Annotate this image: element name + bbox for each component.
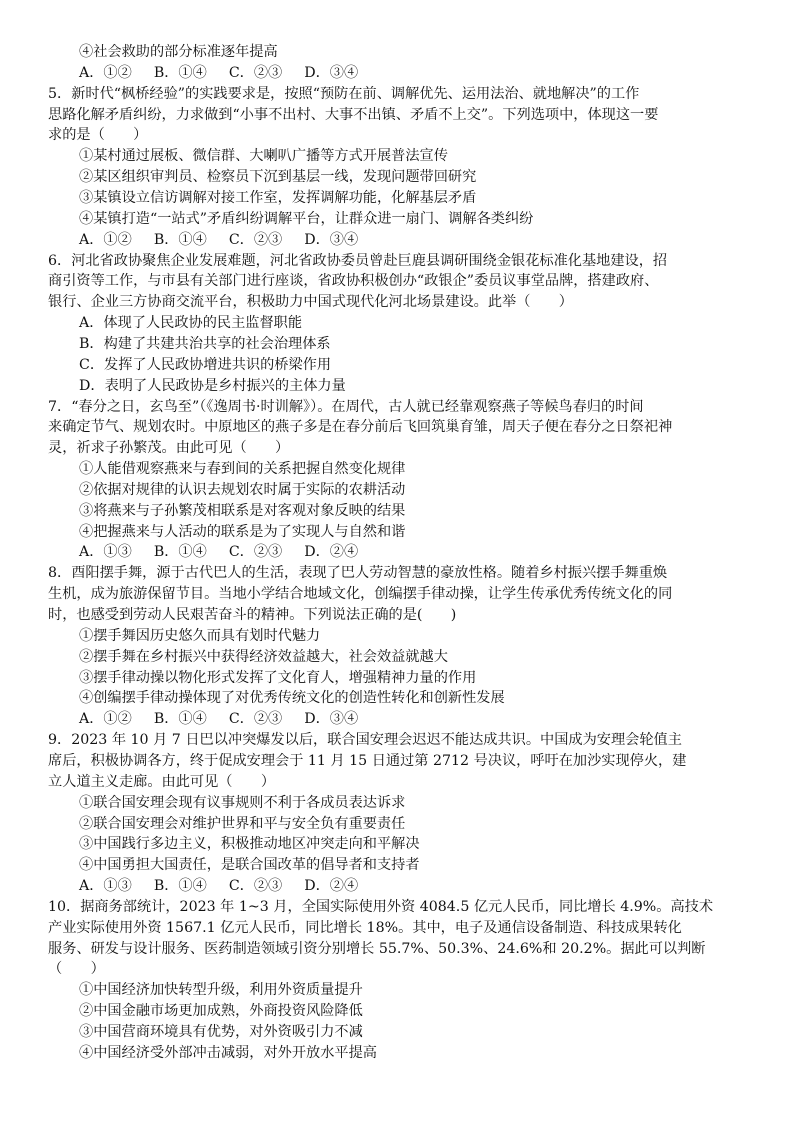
answer-option: B．①④ <box>153 544 207 561</box>
statement-line: ②中国金融市场更加成熟，外商投资风险降低 <box>79 1003 363 1020</box>
question-text: 商引资等工作，与市县有关部门进行座谈，省政协积极创办“政银企”委员议事堂品牌，搭建政府、 <box>48 273 659 290</box>
answer-option: B．①④ <box>153 231 207 248</box>
statement-line: D．表明了人民政协是乡村振兴的主体力量 <box>79 377 346 394</box>
statement-line: ③摆手律动操以物化形式发挥了文化育人，增强精神力量的作用 <box>79 669 477 686</box>
question-text: 思路化解矛盾纠纷，力求做到“小事不出村、大事不出镇、矛盾不上交”。下列选项中，体现这一要 <box>48 106 659 123</box>
statement-line: ④中国经济受外部冲击减弱，对外开放水平提高 <box>79 1044 377 1061</box>
answer-options <box>79 542 380 562</box>
question-text: 产业实际使用外资 1567.1 亿元人民币，同比增长 18%。其中，电子及通信设备制造、科技成果转化 <box>48 919 682 936</box>
statement-line: ④把握燕来与人活动的联系是为了实现人与自然和谐 <box>79 523 406 540</box>
question-text: 立人道主义走廊。由此可见（ ） <box>48 773 276 790</box>
statement-line: ④社会救助的部分标准逐年提高 <box>79 44 278 60</box>
question-stem: 10．据商务部统计，2023 年 1~3 月，全国实际使用外资 4084.5 亿元人民币，同比增长 4.9%。高技术 <box>48 898 714 915</box>
question-stem: 9．2023 年 10 月 7 日巴以冲突爆发以后，联合国安理会迟迟不能达成共识。中国成为安理会轮值主 <box>48 732 682 749</box>
question-text: （ ） <box>48 961 105 978</box>
statement-line: ③某镇设立信访调解对接工作室，发挥调解功能，化解基层矛盾 <box>79 190 477 206</box>
answer-option: D．③④ <box>304 231 359 248</box>
statement-line: ①中国经济加快转型升级，利用外资质量提升 <box>79 982 363 999</box>
statement-line: ③中国营商环境具有优势，对外资吸引力不减 <box>79 1024 363 1040</box>
answer-option: C．②③ <box>228 64 283 81</box>
answer-option: A．①② <box>79 64 132 81</box>
answer-option: C．②③ <box>228 231 283 248</box>
statement-line: C．发挥了人民政协增进共识的桥梁作用 <box>79 356 332 373</box>
statement-line: ①人能借观察燕来与春到间的关系把握自然变化规律 <box>79 461 406 477</box>
statement-line: ④创编摆手律动操体现了对优秀传统文化的创造性转化和创新性发展 <box>79 690 505 707</box>
answer-option: B．①④ <box>153 878 207 894</box>
question-stem: 7．“春分之日，玄鸟至”（《逸周书·时训解》）。在周代，古人就已经靠观察燕子等候鸟春归的时间 <box>48 398 644 415</box>
answer-options <box>79 230 380 250</box>
statement-line: ③将燕来与子孙繁茂相联系是对客观对象反映的结果 <box>79 502 406 519</box>
answer-option: A．①③ <box>79 878 132 894</box>
statement-line: ③中国践行多边主义，积极推动地区冲突走向和平解决 <box>79 836 420 853</box>
statement-line: ②某区组织审判员、检察员下沉到基层一线，发现问题带回研究 <box>79 169 477 186</box>
answer-option: D．②④ <box>304 878 359 894</box>
answer-option: B．①④ <box>153 711 207 728</box>
answer-option: D．②④ <box>304 544 359 561</box>
statement-line: A．体现了人民政协的民主监督职能 <box>79 315 303 332</box>
statement-line: ④中国勇担大国责任，是联合国改革的倡导者和支持者 <box>79 857 420 874</box>
statement-line: B．构建了共建共治共享的社会治理体系 <box>79 335 331 352</box>
statement-line: ②依据对规律的认识去规划农时属于实际的农耕活动 <box>79 481 406 498</box>
question-stem: 6．河北省政协聚焦企业发展难题，河北省政协委员曾赴巨鹿县调研围绕金银花标准化基地建设，招 <box>48 252 668 269</box>
statement-line: ①某村通过展板、微信群、大喇叭广播等方式开展普法宣传 <box>79 148 448 165</box>
answer-options <box>79 876 380 896</box>
statement-line: ①联合国安理会现有议事规则不利于各成员表达诉求 <box>79 794 406 811</box>
question-text: 灵，祈求子孙繁茂。由此可见（ ） <box>48 440 290 457</box>
answer-option: C．②③ <box>228 711 283 728</box>
answer-options <box>79 63 380 83</box>
question-text: 席后，积极协调各方，终于促成安理会于 11 月 15 日通过第 2712 号决议，呼吁在加沙实现停火，建 <box>48 752 687 769</box>
answer-option: A．①② <box>79 711 132 728</box>
statement-line: ②联合国安理会对维护世界和平与安全负有重要责任 <box>79 815 406 832</box>
question-text: 来确定节气、规划农时。中原地区的燕子多是在春分前后飞回筑巢育雏，周天子便在春分之日祭祀神 <box>48 419 673 436</box>
statement-line: ②摆手舞在乡村振兴中获得经济效益越大，社会效益就越大 <box>79 648 448 665</box>
question-text: 时，也感受到劳动人民艰苦奋斗的精神。下列说法正确的是( ) <box>48 607 457 623</box>
statement-line: ①摆手舞因历史悠久而具有划时代魅力 <box>79 627 321 644</box>
answer-option: B．①④ <box>153 64 207 81</box>
answer-options <box>79 709 380 729</box>
question-text: 求的是（ ） <box>48 127 148 144</box>
answer-option: A．①② <box>79 231 132 248</box>
answer-option: D．③④ <box>304 711 359 728</box>
answer-option: C．②③ <box>228 544 283 561</box>
question-text: 银行、企业三方协商交流平台，积极助力中国式现代化河北场景建设。此举（ ） <box>48 294 573 311</box>
answer-option: D．③④ <box>304 64 359 81</box>
question-stem: 8．酉阳摆手舞，源于古代巴人的生活，表现了巴人劳动智慧的豪放性格。随着乡村振兴摆手舞重焕 <box>48 565 668 582</box>
question-text: 生机，成为旅游保留节目。当地小学结合地域文化，创编摆手律动操，让学生传承优秀传统文化的同 <box>48 586 673 603</box>
question-text: 服务、研发与设计服务、医药制造领域引资分别增长 55.7%、50.3%、24.6%和 20.2%。据此可以判断 <box>48 940 706 957</box>
answer-option: A．①③ <box>79 544 132 561</box>
statement-line: ④某镇打造“一站式”矛盾纠纷调解平台，让群众进一扇门、调解各类纠纷 <box>79 210 534 227</box>
answer-option: C．②③ <box>228 878 283 894</box>
question-stem: 5．新时代“枫桥经验”的实践要求是，按照“预防在前、调解优先、运用法治、就地解决”的工作 <box>48 85 640 102</box>
